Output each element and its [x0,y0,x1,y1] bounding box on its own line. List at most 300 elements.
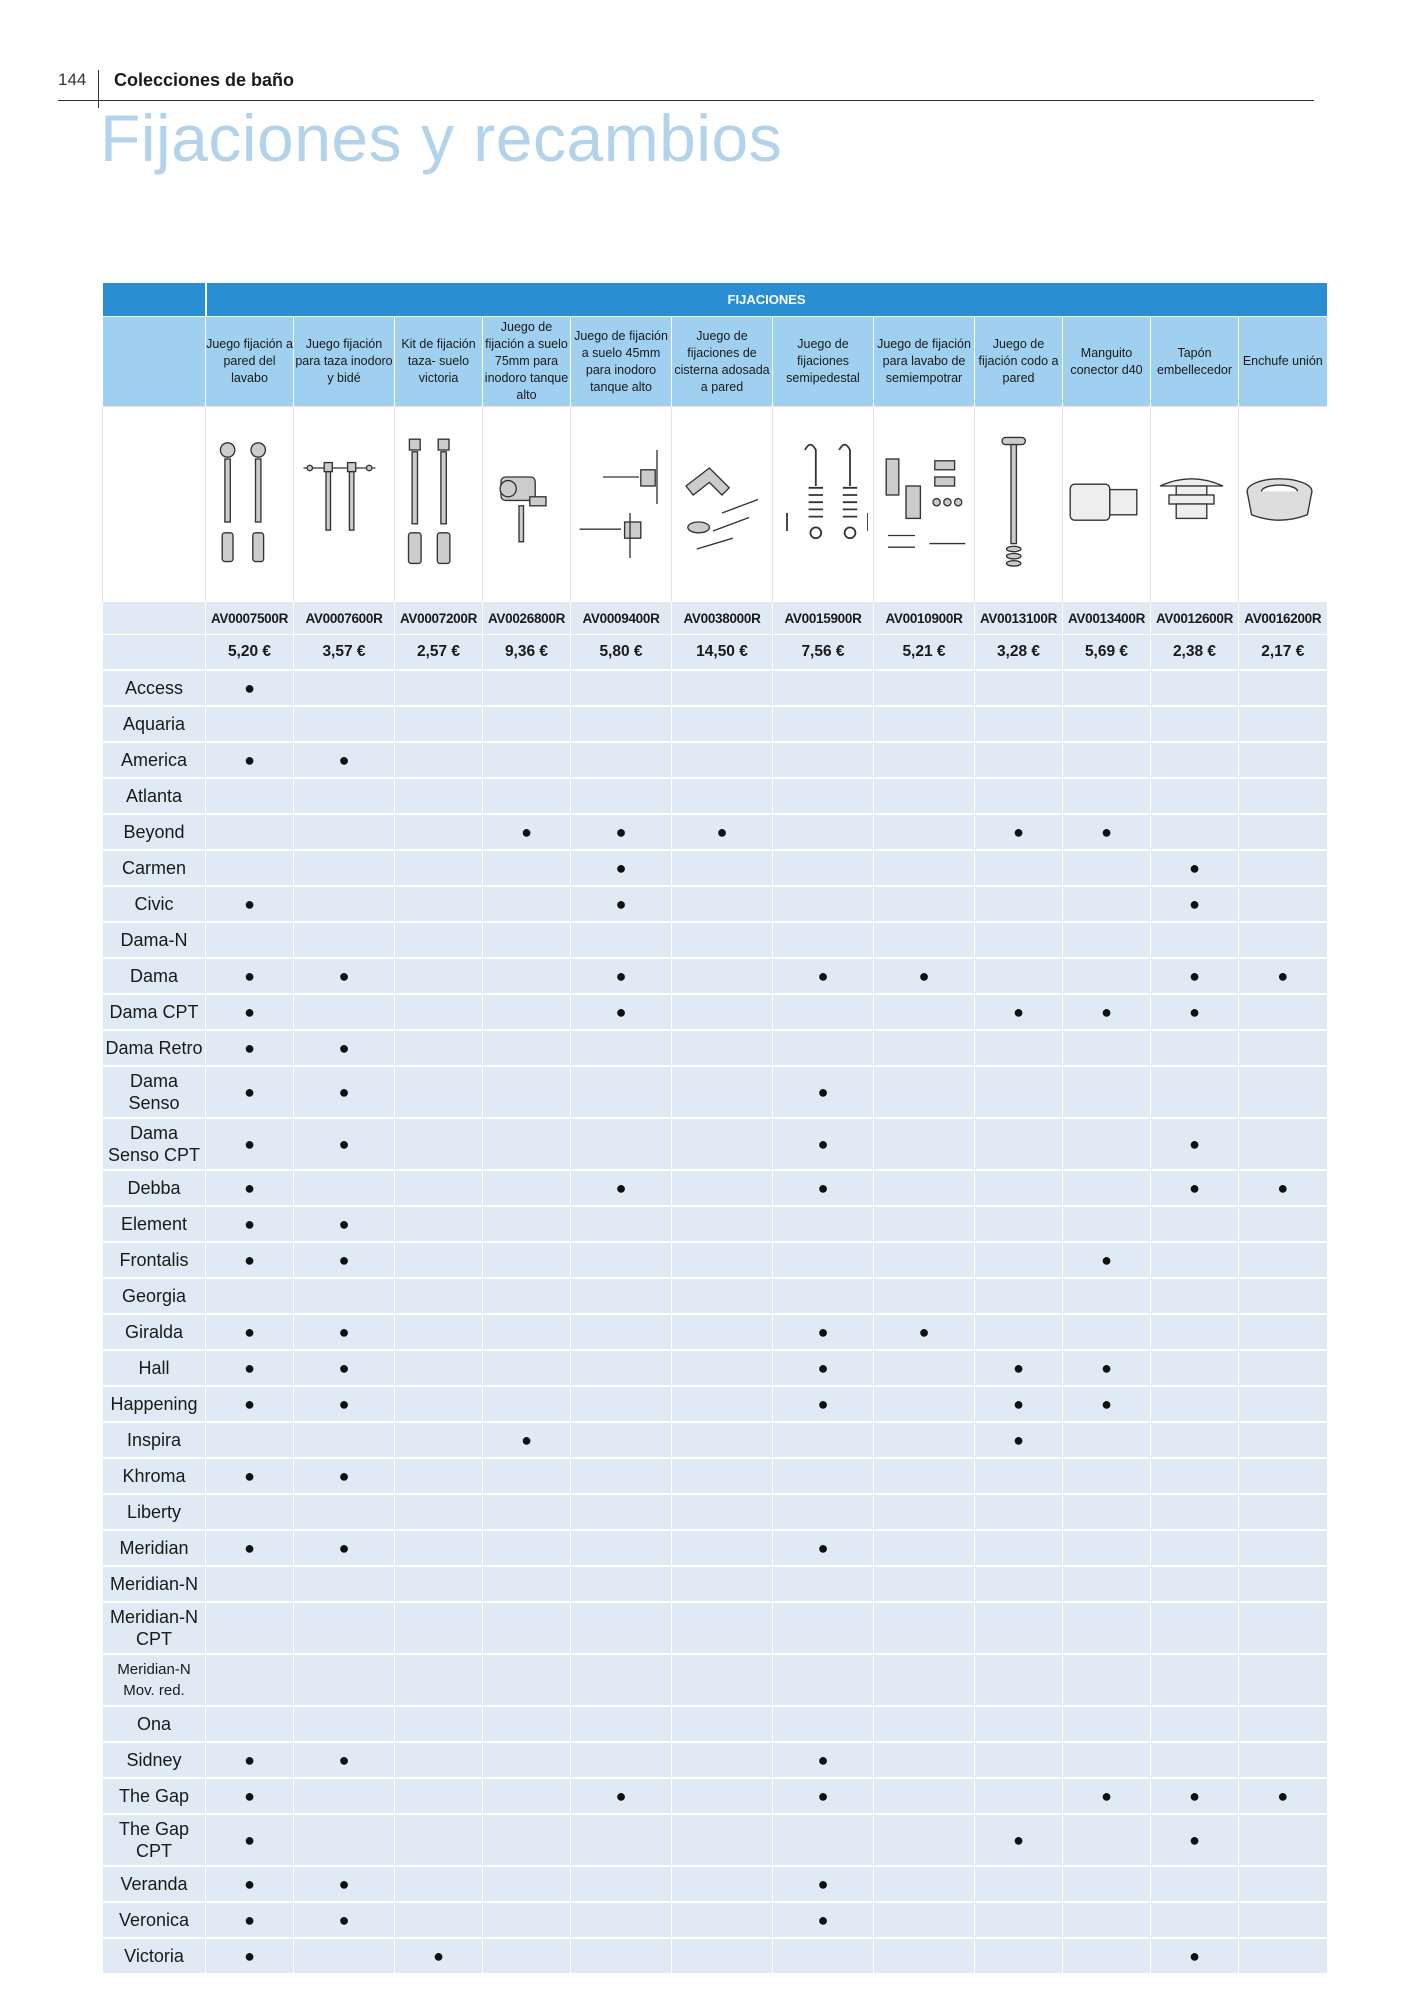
compat-cell [1239,1938,1327,1973]
table-row [103,850,1327,886]
compat-cell [773,1066,874,1118]
compat-cell [571,994,672,1030]
compat-cell [294,1118,395,1170]
compat-cell [874,1314,975,1350]
compat-cell [571,886,672,922]
compat-cell [294,958,395,994]
compat-cell [773,1494,874,1530]
compat-cell [1063,1566,1151,1602]
floor-bracket-45-icon [576,424,666,584]
collection-name: Inspira [103,1422,206,1458]
compat-cell [874,670,975,706]
compat-dot: ● [1013,1001,1024,1022]
compat-cell [571,1654,672,1706]
compat-cell [1063,1530,1151,1566]
compat-cell [483,1566,571,1602]
compat-cell [773,1422,874,1458]
compat-cell [672,1422,773,1458]
compat-cell [773,1566,874,1602]
product-price-blank [103,635,206,671]
product-code-7: AV0015900R [773,602,874,635]
compat-cell [571,1902,672,1938]
compat-cell [1063,1350,1151,1386]
long-bolt-icon [975,424,1063,584]
compat-cell [206,922,294,958]
product-code-3: AV0007200R [395,602,483,635]
compat-dot: ● [338,1465,350,1486]
compat-cell [571,814,672,850]
compat-cell [874,958,975,994]
compat-cell [294,1902,395,1938]
compat-cell [773,1242,874,1278]
compat-cell [1151,1278,1239,1314]
compat-cell [1063,814,1151,850]
compat-cell [483,1170,571,1206]
compat-cell [483,1938,571,1973]
product-code-6: AV0038000R [672,602,773,635]
spring-hooks-icon [778,424,868,584]
compat-cell [975,1742,1063,1778]
compat-dot: ● [244,1537,255,1558]
compat-cell [395,1350,483,1386]
product-price-12: 2,17 € [1239,635,1327,671]
compat-dot: ● [244,1749,255,1770]
compat-cell [1063,1602,1151,1654]
compat-cell [395,850,483,886]
product-code-8: AV0010900R [874,602,975,635]
compat-cell [571,1118,672,1170]
product-image-12 [1239,407,1327,602]
compat-cell [1151,1814,1239,1866]
collection-name: Frontalis [103,1242,206,1278]
compat-dot: ● [244,1001,255,1022]
collection-name: Meridian [103,1530,206,1566]
fixings-table [102,283,1327,1973]
compat-dot: ● [1101,1001,1112,1022]
compat-cell [874,814,975,850]
compat-dot: ● [1189,1133,1200,1154]
compat-cell [1239,1566,1327,1602]
table-row [103,958,1327,994]
compat-cell [1239,994,1327,1030]
compat-cell [395,814,483,850]
compat-cell [975,958,1063,994]
collection-name: Atlanta [103,778,206,814]
product-price-4: 9,36 € [483,635,571,671]
compat-cell [874,1566,975,1602]
compat-cell [773,1350,874,1386]
product-price-11: 2,38 € [1151,635,1239,671]
product-price-row [103,635,1327,671]
collection-name: Dama-N [103,922,206,958]
compat-cell [206,706,294,742]
compat-dot: ● [244,1873,255,1894]
product-image-7 [773,407,874,602]
compat-cell [571,1938,672,1973]
product-code-12: AV0016200R [1239,602,1327,635]
compat-cell [1151,1706,1239,1742]
compat-cell [395,886,483,922]
compat-cell [975,1350,1063,1386]
collection-name: Meridian-N CPT [103,1602,206,1654]
compat-cell [395,1654,483,1706]
compat-cell [672,670,773,706]
compat-cell [1151,1118,1239,1170]
product-image-4 [483,407,571,602]
compat-cell [1063,706,1151,742]
compat-cell [483,1386,571,1422]
compat-cell [773,1654,874,1706]
collection-name: Georgia [103,1278,206,1314]
product-price-6: 14,50 € [672,635,773,671]
compat-cell [395,1706,483,1742]
compat-cell [571,1778,672,1814]
product-image-6 [672,407,773,602]
compat-cell [483,1654,571,1706]
compat-cell [571,1866,672,1902]
compat-dot: ● [1189,965,1200,986]
compat-cell [1151,958,1239,994]
product-image-11 [1151,407,1239,602]
compat-cell [773,1938,874,1973]
compat-cell [874,742,975,778]
compat-dot: ● [1189,1177,1200,1198]
compat-cell [1239,1778,1327,1814]
compat-cell [672,814,773,850]
compat-cell [571,1422,672,1458]
compat-cell [294,1170,395,1206]
compat-cell [672,1314,773,1350]
product-image-8 [874,407,975,602]
screw-bolts-wall-icon [206,424,294,584]
product-code-9: AV0013100R [975,602,1063,635]
compat-cell [294,1278,395,1314]
compat-cell [1151,1742,1239,1778]
compat-cell [773,1866,874,1902]
compat-cell [571,1494,672,1530]
compat-dot: ● [615,965,627,986]
compat-cell [1239,886,1327,922]
compat-cell [1239,1814,1327,1866]
collection-name: Ona [103,1706,206,1742]
compat-cell [206,1206,294,1242]
compat-cell [1063,994,1151,1030]
compat-dot: ● [817,965,829,986]
compat-cell [294,778,395,814]
table-row [103,742,1327,778]
compat-cell [294,706,395,742]
compat-cell [483,1494,571,1530]
compat-dot: ● [817,1133,829,1154]
table-row [103,1386,1327,1422]
table-row [103,1706,1327,1742]
compat-cell [1151,1778,1239,1814]
compat-cell [483,994,571,1030]
compat-cell [975,1494,1063,1530]
compat-dot: ● [817,1357,829,1378]
compat-cell [773,1778,874,1814]
compat-cell [206,1350,294,1386]
compat-cell [672,1494,773,1530]
compat-dot: ● [1189,1945,1200,1966]
compat-cell [672,778,773,814]
compat-cell [773,1206,874,1242]
collection-name: Dama Senso CPT [103,1118,206,1170]
compat-cell [874,1902,975,1938]
compat-cell [1063,778,1151,814]
compat-cell [206,1530,294,1566]
compat-dot: ● [244,1829,255,1850]
compat-dot: ● [244,1393,255,1414]
compat-cell [672,1278,773,1314]
compat-cell [206,1602,294,1654]
compat-cell [395,1314,483,1350]
compat-cell [874,1350,975,1386]
compat-cell [1063,1242,1151,1278]
page-header [58,60,1314,101]
compat-cell [773,994,874,1030]
compat-cell [975,994,1063,1030]
compat-cell [206,1706,294,1742]
compat-cell [294,1206,395,1242]
compat-dot: ● [1013,821,1024,842]
group-header-fijaciones: FIJACIONES [206,283,1327,317]
compat-cell [206,778,294,814]
compat-dot: ● [338,1133,350,1154]
compat-cell [395,958,483,994]
compat-cell [1239,1654,1327,1706]
compat-cell [395,1866,483,1902]
compat-dot: ● [338,1393,350,1414]
table-row [103,1742,1327,1778]
compat-cell [874,1938,975,1973]
compat-dot: ● [615,857,627,878]
compat-dot: ● [918,965,930,986]
compat-cell [483,958,571,994]
compat-cell [206,1386,294,1422]
compat-dot: ● [244,965,255,986]
compat-cell [294,1350,395,1386]
compat-dot: ● [244,1177,255,1198]
compat-cell [874,1706,975,1742]
compat-cell [206,1066,294,1118]
compat-dot: ● [244,1133,255,1154]
table-row [103,1530,1327,1566]
compat-cell [874,1742,975,1778]
compat-cell [571,670,672,706]
compat-cell [206,1814,294,1866]
compat-dot: ● [244,1321,255,1342]
compat-cell [1063,1066,1151,1118]
compat-cell [672,1386,773,1422]
compat-cell [1151,1386,1239,1422]
compat-dot: ● [244,1945,255,1966]
compat-cell [1239,1170,1327,1206]
compat-dot: ● [1277,1177,1289,1198]
compat-cell [206,994,294,1030]
compat-cell [1063,1654,1151,1706]
compat-cell [874,1654,975,1706]
collection-name: Carmen [103,850,206,886]
compat-dot: ● [244,677,255,698]
compat-cell [1151,1030,1239,1066]
compat-dot: ● [1189,1785,1200,1806]
compat-cell [483,886,571,922]
compat-cell [773,922,874,958]
compat-cell [1239,1706,1327,1742]
compat-cell [672,994,773,1030]
compat-cell [975,1242,1063,1278]
product-price-8: 5,21 € [874,635,975,671]
compat-cell [672,1902,773,1938]
compat-cell [874,1206,975,1242]
semi-recessed-fixings-icon [879,424,969,584]
compat-cell [206,1654,294,1706]
compat-cell [571,1706,672,1742]
collection-name: The Gap CPT [103,1814,206,1866]
compat-cell [975,1654,1063,1706]
compat-cell [483,1778,571,1814]
product-image-1 [206,407,294,602]
compat-cell [1151,1494,1239,1530]
compat-dot: ● [244,1213,255,1234]
compat-cell [206,814,294,850]
compat-cell [672,1778,773,1814]
product-name-6: Juego de fijaciones de cisterna adosada a pared [672,317,773,407]
compat-dot: ● [817,1785,829,1806]
table-row [103,1458,1327,1494]
collection-name: Access [103,670,206,706]
product-name-8: Juego de fijación para lavabo de semiempotrar [874,317,975,407]
collection-name: Sidney [103,1742,206,1778]
compat-cell [1063,1866,1151,1902]
compat-cell [294,670,395,706]
cistern-fixings-icon [677,424,767,584]
table-row [103,1494,1327,1530]
compat-cell [1151,1422,1239,1458]
table-row [103,1206,1327,1242]
floor-bracket-75-icon [483,424,571,584]
compat-cell [1151,1066,1239,1118]
product-code-4: AV0026800R [483,602,571,635]
collection-name: Victoria [103,1938,206,1973]
compat-cell [294,1314,395,1350]
compat-dot: ● [1101,821,1112,842]
compat-cell [571,922,672,958]
compat-cell [206,670,294,706]
collection-name: America [103,742,206,778]
compat-cell [874,1814,975,1866]
compat-dot: ● [1189,893,1200,914]
compat-cell [206,1278,294,1314]
compat-cell [975,850,1063,886]
compat-cell [1151,922,1239,958]
compat-dot: ● [244,1081,255,1102]
product-code-11: AV0012600R [1151,602,1239,635]
compat-cell [1063,1706,1151,1742]
compat-cell [1239,814,1327,850]
compat-cell [294,1654,395,1706]
compat-cell [975,1386,1063,1422]
table-row [103,1902,1327,1938]
product-image-10 [1063,407,1151,602]
compat-cell [773,1742,874,1778]
compat-cell [395,742,483,778]
compat-cell [1239,1458,1327,1494]
compat-cell [874,1494,975,1530]
toilet-fixing-screws-icon [299,424,389,584]
compat-cell [975,778,1063,814]
compat-dot: ● [244,749,255,770]
compat-cell [773,814,874,850]
compat-cell [571,1602,672,1654]
compat-cell [395,670,483,706]
product-price-3: 2,57 € [395,635,483,671]
collection-name: Civic [103,886,206,922]
compat-cell [294,1422,395,1458]
compat-cell [294,1242,395,1278]
compat-cell [294,1530,395,1566]
floor-bolts-icon [395,424,483,584]
compat-cell [1063,1206,1151,1242]
product-image-row [103,407,1327,602]
compat-cell [571,778,672,814]
compat-cell [206,1742,294,1778]
compat-dot: ● [615,821,627,842]
compat-cell [483,1458,571,1494]
compat-cell [395,778,483,814]
compat-cell [1151,1530,1239,1566]
product-image-2 [294,407,395,602]
compat-cell [571,1386,672,1422]
compat-dot: ● [1101,1357,1112,1378]
compat-cell [874,850,975,886]
compat-cell [975,1030,1063,1066]
compat-cell [294,850,395,886]
compat-dot: ● [615,893,627,914]
compat-cell [1239,958,1327,994]
compat-cell [1151,1566,1239,1602]
compat-cell [672,886,773,922]
compat-dot: ● [1277,1785,1289,1806]
compat-cell [672,1938,773,1973]
compat-cell [1239,1902,1327,1938]
compat-cell [1239,1742,1327,1778]
compat-cell [773,958,874,994]
compat-cell [294,1458,395,1494]
compat-cell [1239,742,1327,778]
compat-cell [874,1170,975,1206]
compat-cell [395,1278,483,1314]
compat-cell [571,706,672,742]
product-name-blank [103,317,206,407]
compat-cell [483,1742,571,1778]
product-price-2: 3,57 € [294,635,395,671]
product-image-9 [975,407,1063,602]
compat-cell [975,742,1063,778]
compat-cell [1239,1494,1327,1530]
compat-cell [773,670,874,706]
compat-dot: ● [817,1537,829,1558]
group-header-row [103,283,1327,317]
compat-cell [1151,706,1239,742]
compat-cell [1239,1530,1327,1566]
compat-cell [1063,850,1151,886]
compat-cell [1239,1118,1327,1170]
compat-dot: ● [918,1321,930,1342]
compat-cell [395,1118,483,1170]
compat-dot: ● [817,1321,829,1342]
